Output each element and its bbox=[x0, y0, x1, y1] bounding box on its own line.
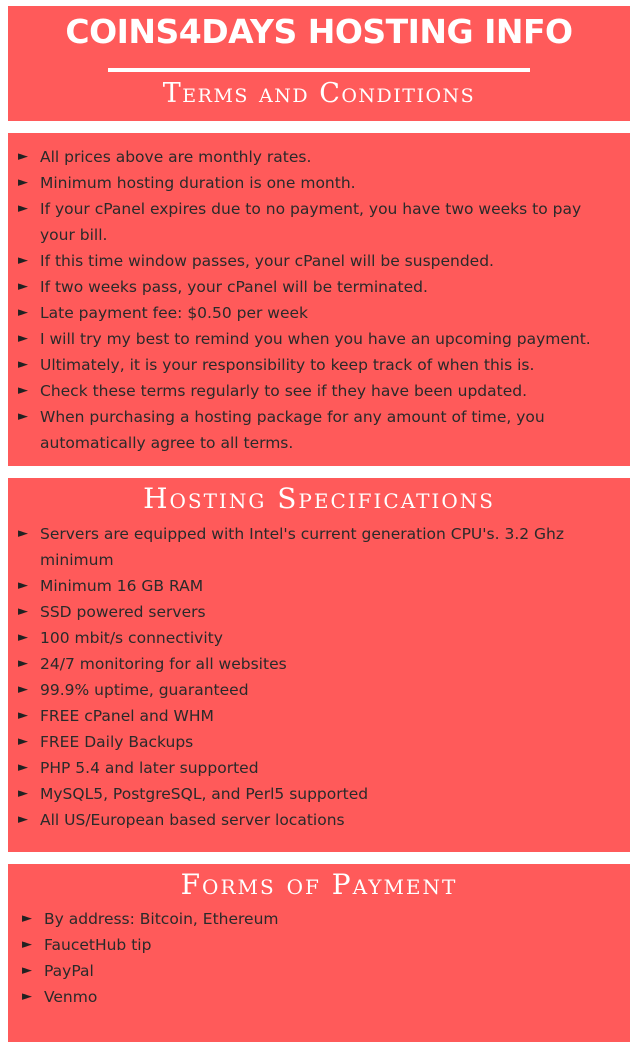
list-item: ► FaucetHub tip bbox=[8, 932, 630, 958]
specs-heading: Hosting Specifications bbox=[143, 482, 495, 515]
list-item: ► 100 mbit/s connectivity bbox=[8, 625, 630, 651]
list-item: ► Minimum hosting duration is one month. bbox=[8, 170, 630, 196]
specs-panel bbox=[8, 478, 630, 852]
list-item: ► PHP 5.4 and later supported bbox=[8, 755, 630, 781]
bullet-arrow-icon: ► bbox=[18, 656, 28, 671]
list-item: ► If this time window passes, your cPanel will be suspended. bbox=[8, 248, 630, 274]
specs-list bbox=[8, 515, 630, 833]
list-item: ► When purchasing a hosting package for any amount of time, you automatically agree to all terms. bbox=[8, 404, 630, 456]
bullet-arrow-icon: ► bbox=[18, 578, 28, 593]
list-item: ► MySQL5, PostgreSQL, and Perl5 supported bbox=[8, 781, 630, 807]
bullet-arrow-icon: ► bbox=[18, 149, 28, 164]
list-item: ► 24/7 monitoring for all websites bbox=[8, 651, 630, 677]
terms-panel bbox=[8, 133, 630, 466]
list-item: ► Venmo bbox=[8, 984, 630, 1010]
bullet-arrow-icon: ► bbox=[22, 911, 32, 926]
bullet-arrow-icon: ► bbox=[18, 682, 28, 697]
bullet-arrow-icon: ► bbox=[18, 357, 28, 372]
payment-heading: Forms of Payment bbox=[180, 868, 458, 901]
bullet-arrow-icon: ► bbox=[18, 812, 28, 827]
list-item: ► If two weeks pass, your cPanel will be terminated. bbox=[8, 274, 630, 300]
payment-list bbox=[8, 901, 630, 1010]
bullet-arrow-icon: ► bbox=[18, 708, 28, 723]
list-item: ► All US/European based server locations bbox=[8, 807, 630, 833]
bullet-arrow-icon: ► bbox=[18, 526, 28, 541]
list-item: ► By address: Bitcoin, Ethereum bbox=[8, 906, 630, 932]
bullet-arrow-icon: ► bbox=[22, 989, 32, 1004]
list-item: ► All prices above are monthly rates. bbox=[8, 144, 630, 170]
bullet-arrow-icon: ► bbox=[18, 734, 28, 749]
list-item: ► Ultimately, it is your responsibility to keep track of when this is. bbox=[8, 352, 630, 378]
list-item: ► I will try my best to remind you when you have an upcoming payment. bbox=[8, 326, 630, 352]
bullet-arrow-icon: ► bbox=[18, 253, 28, 268]
terms-heading: Terms and Conditions bbox=[162, 78, 476, 109]
payment-panel bbox=[8, 864, 630, 1042]
bullet-arrow-icon: ► bbox=[18, 786, 28, 801]
list-item: ► FREE cPanel and WHM bbox=[8, 703, 630, 729]
bullet-arrow-icon: ► bbox=[18, 604, 28, 619]
list-item: ► Check these terms regularly to see if they have been updated. bbox=[8, 378, 630, 404]
header-panel bbox=[8, 6, 630, 121]
bullet-arrow-icon: ► bbox=[18, 305, 28, 320]
bullet-arrow-icon: ► bbox=[18, 630, 28, 645]
bullet-arrow-icon: ► bbox=[18, 201, 28, 216]
bullet-arrow-icon: ► bbox=[18, 331, 28, 346]
list-item: ► Minimum 16 GB RAM bbox=[8, 573, 630, 599]
bullet-arrow-icon: ► bbox=[18, 175, 28, 190]
list-item: ► SSD powered servers bbox=[8, 599, 630, 625]
list-item: ► If your cPanel expires due to no payment, you have two weeks to pay your bill. bbox=[8, 196, 630, 248]
bullet-arrow-icon: ► bbox=[22, 963, 32, 978]
list-item: ► Late payment fee: $0.50 per week bbox=[8, 300, 630, 326]
bullet-arrow-icon: ► bbox=[18, 760, 28, 775]
bullet-arrow-icon: ► bbox=[22, 937, 32, 952]
terms-list bbox=[8, 133, 630, 456]
title-divider bbox=[108, 68, 530, 72]
list-item: ► 99.9% uptime, guaranteed bbox=[8, 677, 630, 703]
list-item: ► FREE Daily Backups bbox=[8, 729, 630, 755]
list-item: ► PayPal bbox=[8, 958, 630, 984]
bullet-arrow-icon: ► bbox=[18, 279, 28, 294]
bullet-arrow-icon: ► bbox=[18, 409, 28, 424]
bullet-arrow-icon: ► bbox=[18, 383, 28, 398]
list-item: ► Servers are equipped with Intel's current generation CPU's. 3.2 Ghz minimum bbox=[8, 521, 630, 573]
page-title: COINS4DAYS HOSTING INFO bbox=[65, 12, 573, 51]
